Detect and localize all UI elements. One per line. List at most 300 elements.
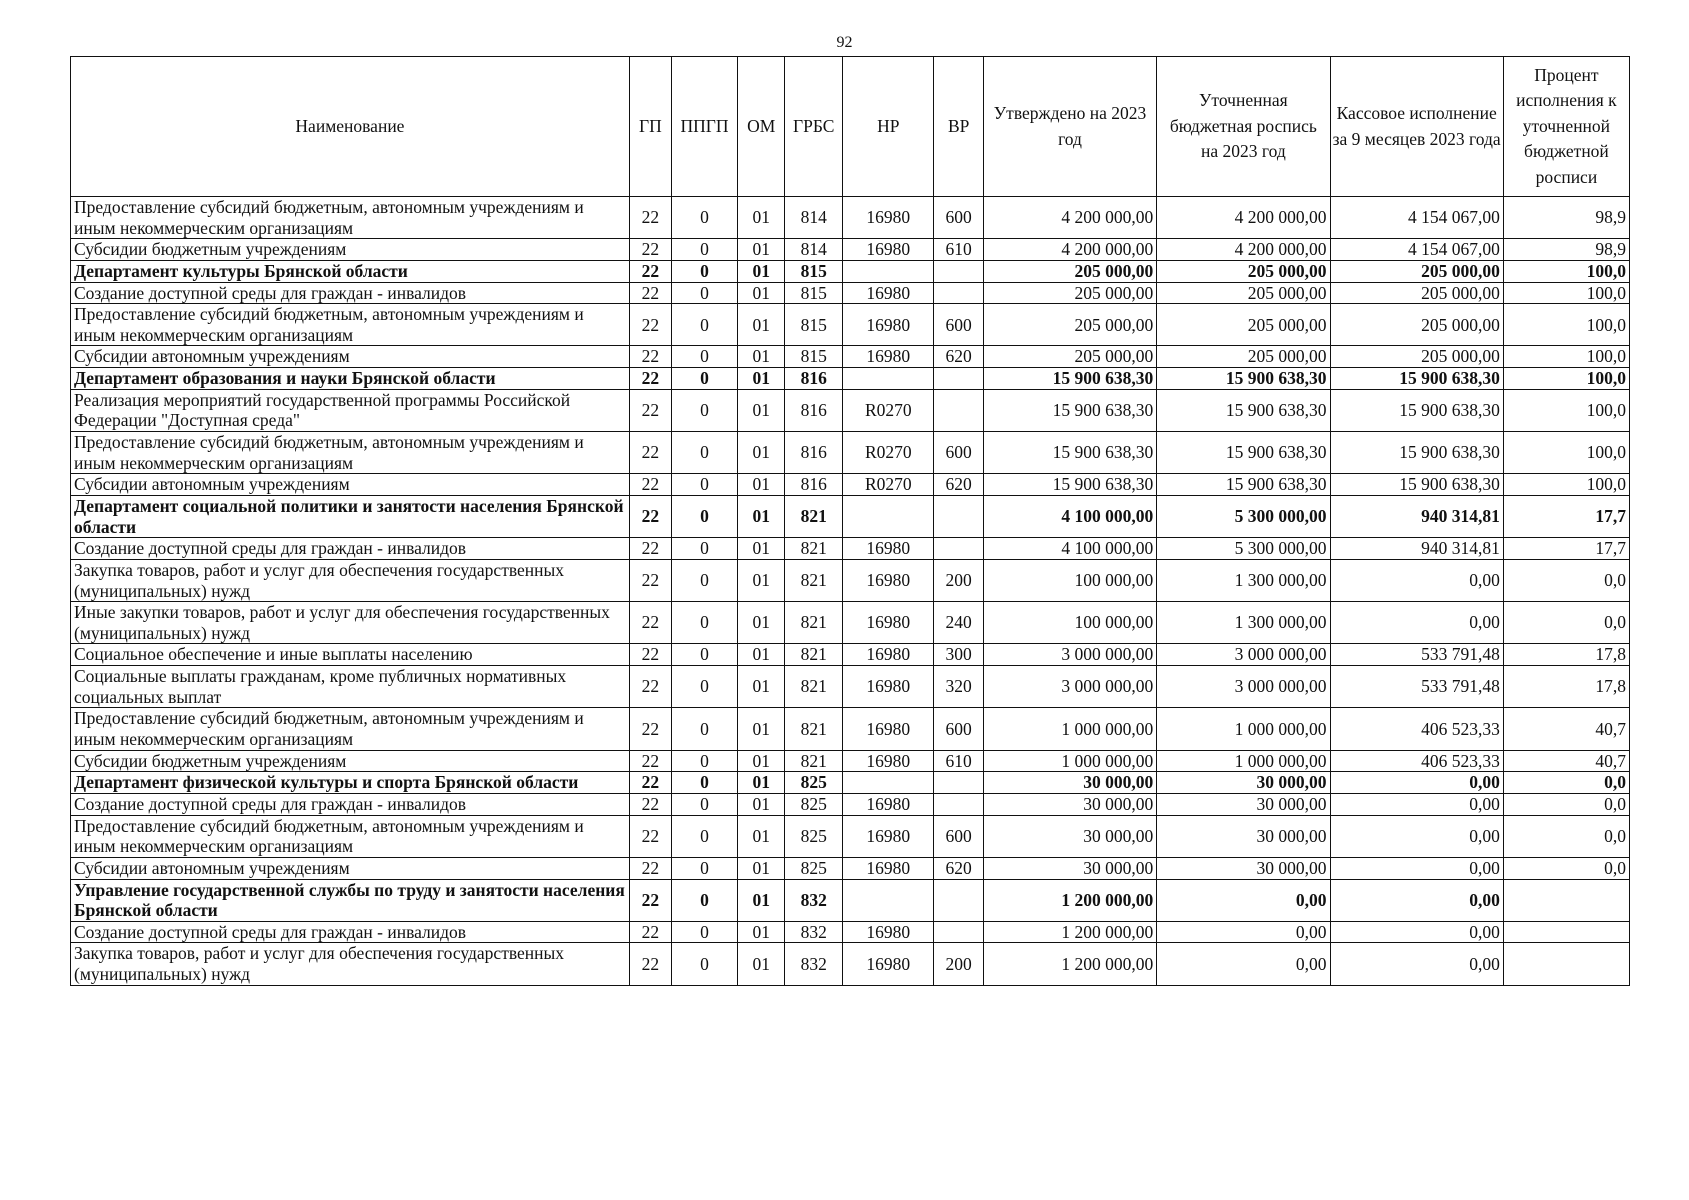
- cell-om: 01: [738, 857, 785, 879]
- cell-approved: 100 000,00: [983, 602, 1156, 644]
- cell-vr: [934, 921, 983, 943]
- cell-executed: 4 154 067,00: [1330, 197, 1503, 239]
- cell-executed: 940 314,81: [1330, 495, 1503, 537]
- table-row: [71, 708, 1630, 750]
- cell-name: Предоставление субсидий бюджетным, автономным учреждениям и иным некоммерческим организациям: [71, 708, 630, 750]
- cell-approved: 4 100 000,00: [983, 538, 1156, 560]
- cell-om: 01: [738, 879, 785, 921]
- cell-percent: 17,8: [1503, 644, 1629, 666]
- cell-name: Закупка товаров, работ и услуг для обеспечения государственных (муниципальных) нужд: [71, 559, 630, 601]
- cell-nr: [843, 772, 934, 794]
- cell-percent: [1503, 921, 1629, 943]
- cell-vr: 600: [934, 304, 983, 346]
- cell-vr: [934, 495, 983, 537]
- cell-revised: 3 000 000,00: [1157, 644, 1330, 666]
- cell-percent: [1503, 879, 1629, 921]
- cell-om: 01: [738, 368, 785, 390]
- cell-executed: 533 791,48: [1330, 644, 1503, 666]
- cell-grbs: 821: [785, 559, 843, 601]
- cell-executed: 533 791,48: [1330, 666, 1503, 708]
- col-header-vr: ВР: [934, 57, 983, 197]
- cell-name: Субсидии автономным учреждениям: [71, 857, 630, 879]
- table-row: [71, 495, 1630, 537]
- cell-vr: 610: [934, 750, 983, 772]
- cell-revised: 205 000,00: [1157, 304, 1330, 346]
- cell-om: 01: [738, 197, 785, 239]
- cell-grbs: 815: [785, 346, 843, 368]
- cell-vr: 300: [934, 644, 983, 666]
- cell-approved: 205 000,00: [983, 260, 1156, 282]
- table-row: [71, 538, 1630, 560]
- cell-ppgp: 0: [671, 708, 737, 750]
- cell-name: Департамент физической культуры и спорта Брянской области: [71, 772, 630, 794]
- cell-nr: 16980: [843, 666, 934, 708]
- cell-nr: 16980: [843, 559, 934, 601]
- cell-percent: 98,9: [1503, 239, 1629, 261]
- cell-nr: 16980: [843, 346, 934, 368]
- cell-om: 01: [738, 666, 785, 708]
- cell-grbs: 814: [785, 239, 843, 261]
- cell-vr: 620: [934, 474, 983, 496]
- cell-ppgp: 0: [671, 239, 737, 261]
- cell-executed: 406 523,33: [1330, 708, 1503, 750]
- cell-revised: 1 300 000,00: [1157, 602, 1330, 644]
- cell-revised: 205 000,00: [1157, 282, 1330, 304]
- cell-om: 01: [738, 346, 785, 368]
- cell-revised: 5 300 000,00: [1157, 495, 1330, 537]
- cell-approved: 30 000,00: [983, 793, 1156, 815]
- cell-name: Управление государственной службы по труду и занятости населения Брянской области: [71, 879, 630, 921]
- cell-nr: 16980: [843, 304, 934, 346]
- cell-percent: 100,0: [1503, 346, 1629, 368]
- table-row: [71, 474, 1630, 496]
- cell-percent: 17,7: [1503, 538, 1629, 560]
- table-body: [71, 197, 1630, 986]
- cell-approved: 205 000,00: [983, 346, 1156, 368]
- cell-grbs: 825: [785, 857, 843, 879]
- cell-percent: 100,0: [1503, 474, 1629, 496]
- cell-grbs: 821: [785, 495, 843, 537]
- cell-om: 01: [738, 793, 785, 815]
- cell-nr: 16980: [843, 921, 934, 943]
- cell-ppgp: 0: [671, 666, 737, 708]
- table-row: [71, 368, 1630, 390]
- cell-percent: 0,0: [1503, 772, 1629, 794]
- cell-percent: 17,8: [1503, 666, 1629, 708]
- col-header-ppgp: ППГП: [671, 57, 737, 197]
- cell-revised: 15 900 638,30: [1157, 368, 1330, 390]
- cell-grbs: 825: [785, 815, 843, 857]
- cell-revised: 0,00: [1157, 943, 1330, 985]
- cell-grbs: 816: [785, 389, 843, 431]
- cell-revised: 5 300 000,00: [1157, 538, 1330, 560]
- cell-nr: 16980: [843, 197, 934, 239]
- cell-gp: 22: [629, 538, 671, 560]
- cell-vr: [934, 282, 983, 304]
- cell-nr: 16980: [843, 793, 934, 815]
- cell-gp: 22: [629, 793, 671, 815]
- header-row: [71, 57, 1630, 197]
- table-row: [71, 644, 1630, 666]
- cell-nr: [843, 495, 934, 537]
- cell-approved: 4 100 000,00: [983, 495, 1156, 537]
- cell-ppgp: 0: [671, 304, 737, 346]
- cell-grbs: 815: [785, 260, 843, 282]
- cell-revised: 30 000,00: [1157, 815, 1330, 857]
- table-row: [71, 260, 1630, 282]
- cell-name: Социальное обеспечение и иные выплаты населению: [71, 644, 630, 666]
- cell-om: 01: [738, 389, 785, 431]
- cell-name: Департамент образования и науки Брянской области: [71, 368, 630, 390]
- table-row: [71, 239, 1630, 261]
- cell-vr: 240: [934, 602, 983, 644]
- cell-gp: 22: [629, 772, 671, 794]
- cell-nr: 16980: [843, 708, 934, 750]
- cell-name: Субсидии бюджетным учреждениям: [71, 239, 630, 261]
- table-row: [71, 602, 1630, 644]
- cell-vr: 320: [934, 666, 983, 708]
- cell-executed: 940 314,81: [1330, 538, 1503, 560]
- cell-om: 01: [738, 772, 785, 794]
- cell-grbs: 815: [785, 304, 843, 346]
- cell-approved: 205 000,00: [983, 282, 1156, 304]
- cell-name: Предоставление субсидий бюджетным, автономным учреждениям и иным некоммерческим организациям: [71, 815, 630, 857]
- col-header-nr: НР: [843, 57, 934, 197]
- cell-vr: [934, 389, 983, 431]
- cell-vr: [934, 879, 983, 921]
- cell-nr: 16980: [843, 750, 934, 772]
- cell-nr: [843, 879, 934, 921]
- cell-name: Создание доступной среды для граждан - инвалидов: [71, 282, 630, 304]
- cell-nr: 16980: [843, 815, 934, 857]
- cell-om: 01: [738, 495, 785, 537]
- table-row: [71, 815, 1630, 857]
- cell-gp: 22: [629, 666, 671, 708]
- cell-gp: 22: [629, 815, 671, 857]
- cell-nr: 16980: [843, 239, 934, 261]
- cell-ppgp: 0: [671, 368, 737, 390]
- cell-vr: 620: [934, 346, 983, 368]
- table-row: [71, 304, 1630, 346]
- cell-executed: 0,00: [1330, 879, 1503, 921]
- cell-vr: 610: [934, 239, 983, 261]
- cell-gp: 22: [629, 559, 671, 601]
- table-row: [71, 432, 1630, 474]
- cell-grbs: 816: [785, 368, 843, 390]
- cell-percent: 100,0: [1503, 260, 1629, 282]
- cell-nr: 16980: [843, 644, 934, 666]
- cell-approved: 1 000 000,00: [983, 750, 1156, 772]
- cell-executed: 0,00: [1330, 793, 1503, 815]
- cell-approved: 3 000 000,00: [983, 644, 1156, 666]
- table-row: [71, 282, 1630, 304]
- cell-gp: 22: [629, 346, 671, 368]
- cell-executed: 0,00: [1330, 815, 1503, 857]
- cell-vr: 600: [934, 197, 983, 239]
- cell-gp: 22: [629, 432, 671, 474]
- cell-gp: 22: [629, 474, 671, 496]
- cell-grbs: 821: [785, 538, 843, 560]
- cell-approved: 15 900 638,30: [983, 474, 1156, 496]
- cell-grbs: 832: [785, 921, 843, 943]
- cell-grbs: 832: [785, 943, 843, 985]
- table-row: [71, 389, 1630, 431]
- cell-gp: 22: [629, 389, 671, 431]
- cell-executed: 0,00: [1330, 559, 1503, 601]
- cell-name: Реализация мероприятий государственной программы Российской Федерации "Доступная среда": [71, 389, 630, 431]
- cell-revised: 1 000 000,00: [1157, 708, 1330, 750]
- cell-gp: 22: [629, 602, 671, 644]
- cell-vr: 200: [934, 943, 983, 985]
- cell-name: Субсидии бюджетным учреждениям: [71, 750, 630, 772]
- col-header-approved: Утверждено на 2023 год: [983, 57, 1156, 197]
- cell-executed: 15 900 638,30: [1330, 432, 1503, 474]
- table-row: [71, 559, 1630, 601]
- col-header-gp: ГП: [629, 57, 671, 197]
- cell-gp: 22: [629, 921, 671, 943]
- cell-ppgp: 0: [671, 644, 737, 666]
- cell-approved: 4 200 000,00: [983, 239, 1156, 261]
- cell-gp: 22: [629, 197, 671, 239]
- cell-executed: 0,00: [1330, 772, 1503, 794]
- table-row: [71, 921, 1630, 943]
- cell-revised: 0,00: [1157, 879, 1330, 921]
- cell-grbs: 816: [785, 474, 843, 496]
- cell-om: 01: [738, 474, 785, 496]
- cell-gp: 22: [629, 368, 671, 390]
- cell-revised: 1 300 000,00: [1157, 559, 1330, 601]
- table-row: [71, 346, 1630, 368]
- table-row: [71, 666, 1630, 708]
- cell-revised: 4 200 000,00: [1157, 197, 1330, 239]
- cell-grbs: 821: [785, 644, 843, 666]
- cell-gp: 22: [629, 708, 671, 750]
- cell-vr: 620: [934, 857, 983, 879]
- cell-name: Департамент социальной политики и занятости населения Брянской области: [71, 495, 630, 537]
- table-row: [71, 772, 1630, 794]
- cell-name: Социальные выплаты гражданам, кроме публичных нормативных социальных выплат: [71, 666, 630, 708]
- cell-gp: 22: [629, 943, 671, 985]
- cell-approved: 1 000 000,00: [983, 708, 1156, 750]
- cell-percent: 0,0: [1503, 857, 1629, 879]
- cell-ppgp: 0: [671, 750, 737, 772]
- cell-percent: 100,0: [1503, 389, 1629, 431]
- cell-percent: 98,9: [1503, 197, 1629, 239]
- cell-om: 01: [738, 538, 785, 560]
- cell-nr: 16980: [843, 282, 934, 304]
- cell-ppgp: 0: [671, 389, 737, 431]
- cell-percent: [1503, 943, 1629, 985]
- col-header-name: Наименование: [71, 57, 630, 197]
- cell-grbs: 825: [785, 772, 843, 794]
- cell-gp: 22: [629, 879, 671, 921]
- cell-revised: 205 000,00: [1157, 346, 1330, 368]
- cell-nr: [843, 260, 934, 282]
- table-row: [71, 943, 1630, 985]
- cell-ppgp: 0: [671, 879, 737, 921]
- cell-approved: 4 200 000,00: [983, 197, 1156, 239]
- cell-name: Субсидии автономным учреждениям: [71, 474, 630, 496]
- cell-gp: 22: [629, 495, 671, 537]
- cell-ppgp: 0: [671, 260, 737, 282]
- cell-grbs: 821: [785, 750, 843, 772]
- cell-executed: 0,00: [1330, 857, 1503, 879]
- cell-om: 01: [738, 304, 785, 346]
- cell-grbs: 816: [785, 432, 843, 474]
- cell-ppgp: 0: [671, 346, 737, 368]
- cell-om: 01: [738, 750, 785, 772]
- cell-om: 01: [738, 708, 785, 750]
- cell-name: Создание доступной среды для граждан - инвалидов: [71, 793, 630, 815]
- cell-executed: 0,00: [1330, 943, 1503, 985]
- cell-nr: 16980: [843, 538, 934, 560]
- cell-grbs: 814: [785, 197, 843, 239]
- cell-gp: 22: [629, 857, 671, 879]
- cell-name: Иные закупки товаров, работ и услуг для обеспечения государственных (муниципальных) нужд: [71, 602, 630, 644]
- table-row: [71, 793, 1630, 815]
- cell-revised: 4 200 000,00: [1157, 239, 1330, 261]
- cell-percent: 40,7: [1503, 708, 1629, 750]
- cell-ppgp: 0: [671, 602, 737, 644]
- cell-name: Закупка товаров, работ и услуг для обеспечения государственных (муниципальных) нужд: [71, 943, 630, 985]
- cell-om: 01: [738, 239, 785, 261]
- cell-om: 01: [738, 815, 785, 857]
- cell-approved: 1 200 000,00: [983, 879, 1156, 921]
- cell-grbs: 821: [785, 708, 843, 750]
- col-header-executed: Кассовое исполнение за 9 месяцев 2023 года: [1330, 57, 1503, 197]
- cell-revised: 30 000,00: [1157, 772, 1330, 794]
- cell-percent: 100,0: [1503, 432, 1629, 474]
- cell-gp: 22: [629, 750, 671, 772]
- cell-nr: [843, 368, 934, 390]
- cell-name: Субсидии автономным учреждениям: [71, 346, 630, 368]
- cell-nr: 16980: [843, 857, 934, 879]
- cell-om: 01: [738, 921, 785, 943]
- cell-grbs: 821: [785, 666, 843, 708]
- cell-revised: 30 000,00: [1157, 857, 1330, 879]
- cell-vr: [934, 368, 983, 390]
- cell-vr: [934, 538, 983, 560]
- cell-percent: 17,7: [1503, 495, 1629, 537]
- cell-executed: 205 000,00: [1330, 304, 1503, 346]
- cell-executed: 0,00: [1330, 602, 1503, 644]
- cell-revised: 15 900 638,30: [1157, 432, 1330, 474]
- cell-ppgp: 0: [671, 943, 737, 985]
- cell-om: 01: [738, 260, 785, 282]
- cell-gp: 22: [629, 260, 671, 282]
- cell-executed: 15 900 638,30: [1330, 389, 1503, 431]
- cell-executed: 406 523,33: [1330, 750, 1503, 772]
- cell-vr: [934, 772, 983, 794]
- cell-approved: 100 000,00: [983, 559, 1156, 601]
- cell-approved: 1 200 000,00: [983, 921, 1156, 943]
- cell-ppgp: 0: [671, 921, 737, 943]
- cell-gp: 22: [629, 239, 671, 261]
- cell-name: Создание доступной среды для граждан - инвалидов: [71, 921, 630, 943]
- cell-om: 01: [738, 602, 785, 644]
- cell-approved: 15 900 638,30: [983, 389, 1156, 431]
- cell-approved: 30 000,00: [983, 815, 1156, 857]
- cell-executed: 15 900 638,30: [1330, 474, 1503, 496]
- cell-executed: 205 000,00: [1330, 260, 1503, 282]
- table-row: [71, 750, 1630, 772]
- budget-table: [70, 56, 1630, 986]
- cell-vr: 200: [934, 559, 983, 601]
- cell-gp: 22: [629, 644, 671, 666]
- cell-grbs: 815: [785, 282, 843, 304]
- cell-ppgp: 0: [671, 857, 737, 879]
- cell-nr: R0270: [843, 474, 934, 496]
- cell-approved: 1 200 000,00: [983, 943, 1156, 985]
- cell-percent: 0,0: [1503, 602, 1629, 644]
- cell-name: Департамент культуры Брянской области: [71, 260, 630, 282]
- cell-grbs: 832: [785, 879, 843, 921]
- col-header-om: ОМ: [738, 57, 785, 197]
- table-row: [71, 857, 1630, 879]
- cell-percent: 0,0: [1503, 815, 1629, 857]
- col-header-grbs: ГРБС: [785, 57, 843, 197]
- cell-revised: 15 900 638,30: [1157, 474, 1330, 496]
- cell-ppgp: 0: [671, 474, 737, 496]
- cell-percent: 100,0: [1503, 304, 1629, 346]
- cell-ppgp: 0: [671, 815, 737, 857]
- cell-percent: 0,0: [1503, 559, 1629, 601]
- cell-grbs: 821: [785, 602, 843, 644]
- cell-percent: 100,0: [1503, 282, 1629, 304]
- cell-approved: 30 000,00: [983, 857, 1156, 879]
- cell-executed: 15 900 638,30: [1330, 368, 1503, 390]
- cell-ppgp: 0: [671, 197, 737, 239]
- cell-om: 01: [738, 559, 785, 601]
- cell-vr: [934, 260, 983, 282]
- cell-approved: 15 900 638,30: [983, 368, 1156, 390]
- cell-approved: 30 000,00: [983, 772, 1156, 794]
- cell-ppgp: 0: [671, 559, 737, 601]
- cell-vr: 600: [934, 432, 983, 474]
- cell-ppgp: 0: [671, 772, 737, 794]
- cell-name: Предоставление субсидий бюджетным, автономным учреждениям и иным некоммерческим организациям: [71, 304, 630, 346]
- cell-revised: 1 000 000,00: [1157, 750, 1330, 772]
- cell-grbs: 825: [785, 793, 843, 815]
- cell-gp: 22: [629, 282, 671, 304]
- cell-percent: 0,0: [1503, 793, 1629, 815]
- cell-revised: 3 000 000,00: [1157, 666, 1330, 708]
- cell-name: Создание доступной среды для граждан - инвалидов: [71, 538, 630, 560]
- cell-om: 01: [738, 644, 785, 666]
- cell-approved: 3 000 000,00: [983, 666, 1156, 708]
- page-number: 92: [836, 34, 853, 51]
- cell-om: 01: [738, 432, 785, 474]
- cell-om: 01: [738, 282, 785, 304]
- cell-ppgp: 0: [671, 538, 737, 560]
- table-row: [71, 879, 1630, 921]
- cell-ppgp: 0: [671, 793, 737, 815]
- cell-name: Предоставление субсидий бюджетным, автономным учреждениям и иным некоммерческим организациям: [71, 432, 630, 474]
- cell-approved: 205 000,00: [983, 304, 1156, 346]
- cell-executed: 4 154 067,00: [1330, 239, 1503, 261]
- cell-vr: [934, 793, 983, 815]
- cell-revised: 30 000,00: [1157, 793, 1330, 815]
- cell-revised: 15 900 638,30: [1157, 389, 1330, 431]
- cell-nr: 16980: [843, 602, 934, 644]
- cell-executed: 0,00: [1330, 921, 1503, 943]
- cell-executed: 205 000,00: [1330, 346, 1503, 368]
- cell-om: 01: [738, 943, 785, 985]
- cell-vr: 600: [934, 815, 983, 857]
- cell-ppgp: 0: [671, 282, 737, 304]
- cell-revised: 205 000,00: [1157, 260, 1330, 282]
- cell-percent: 40,7: [1503, 750, 1629, 772]
